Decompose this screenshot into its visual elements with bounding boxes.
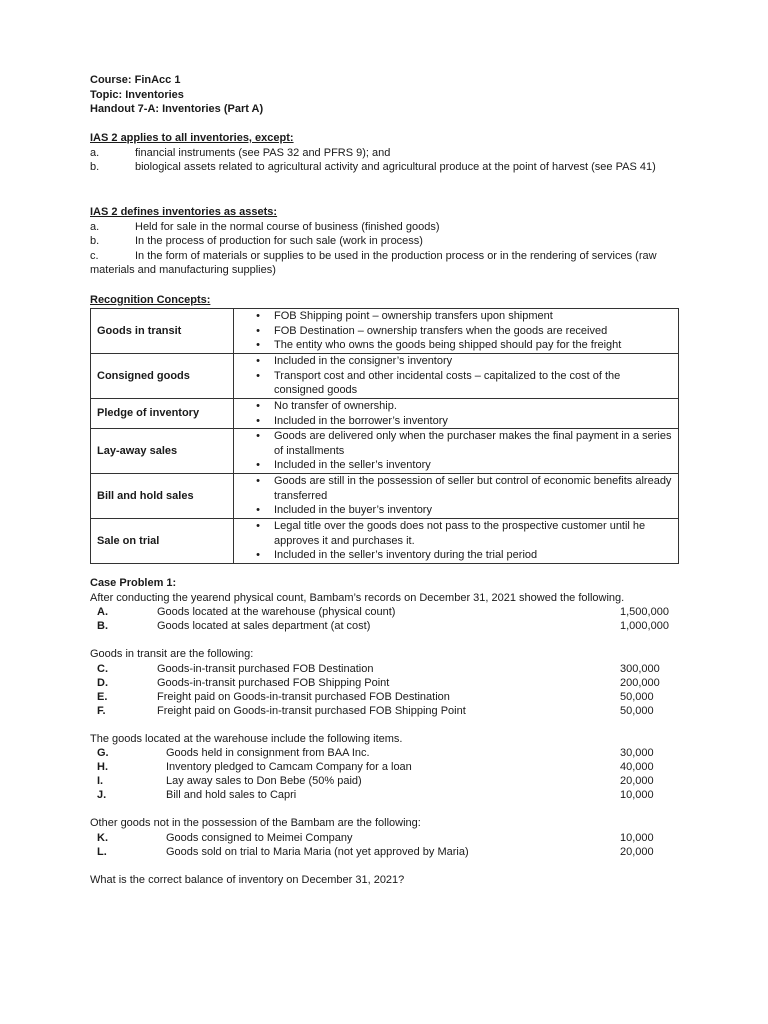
transit-title: Goods in transit are the following: xyxy=(90,648,254,661)
case-question: What is the correct balance of inventory on December 31, 2021? xyxy=(90,873,405,886)
list-item xyxy=(90,662,680,676)
item-text: In the process of production for such sale (work in process) xyxy=(135,235,423,248)
list-item xyxy=(90,845,680,859)
warehouse-title: The goods located at the warehouse include the following items. xyxy=(90,732,403,745)
item-amount: 20,000 xyxy=(620,845,654,858)
item-text: In the form of materials or supplies to be used in the production process or in the rendering of services (raw materials and manufacturing supplies) xyxy=(90,249,657,277)
category-cell: Pledge of inventory xyxy=(91,399,234,429)
bullet-icon: • xyxy=(256,430,260,443)
list-item xyxy=(90,676,680,690)
case-problem xyxy=(90,576,680,888)
category-cell: Consigned goods xyxy=(91,354,234,399)
item-text: Goods consigned to Meimei Company xyxy=(166,831,353,844)
list-item xyxy=(90,746,680,760)
item-text: Freight paid on Goods-in-transit purchased FOB Destination xyxy=(157,690,450,703)
bullet-item xyxy=(234,354,672,369)
bullet-icon: • xyxy=(256,414,260,427)
item-amount: 200,000 xyxy=(620,676,660,689)
table-row xyxy=(91,354,679,399)
bullet-text: The entity who owns the goods being shipped should pay for the freight xyxy=(274,339,622,352)
definition-title: IAS 2 defines inventories as assets: xyxy=(90,206,278,218)
bullet-item xyxy=(234,458,672,473)
bullet-icon: • xyxy=(256,324,260,337)
item-text: Goods-in-transit purchased FOB Shipping Point xyxy=(157,676,390,689)
bullet-item xyxy=(234,338,672,353)
bullet-text: FOB Destination – ownership transfers when the goods are received xyxy=(274,324,608,337)
category-cell: Sale on trial xyxy=(91,519,234,564)
item-letter: G. xyxy=(97,747,109,760)
recognition-table xyxy=(90,308,679,564)
table-row xyxy=(91,474,679,519)
bullet-icon: • xyxy=(256,549,260,562)
case-group-3 xyxy=(90,746,680,802)
bullet-text: Included in the borrower’s inventory xyxy=(274,414,448,427)
bullet-item xyxy=(234,399,672,414)
case-intro: After conducting the yearend physical count, Bambam’s records on December 31, 2021 showed the following. xyxy=(90,591,625,604)
case-group-1 xyxy=(90,605,680,633)
item-amount: 50,000 xyxy=(620,704,654,717)
bullet-text: Legal title over the goods does not pass to the prospective customer until he approves it and purchases it. xyxy=(274,520,646,547)
bullet-icon: • xyxy=(256,310,260,323)
item-letter: B. xyxy=(97,620,108,633)
bullet-item xyxy=(234,324,672,339)
bullet-icon: • xyxy=(256,475,260,488)
item-text: Goods sold on trial to Maria Maria (not yet approved by Maria) xyxy=(166,845,469,858)
item-text: financial instruments (see PAS 32 and PFRS 9); and xyxy=(135,146,391,159)
item-letter: b. xyxy=(90,235,100,248)
bullet-text: Included in the seller’s inventory during the trial period xyxy=(274,549,538,562)
exceptions-section xyxy=(90,131,680,175)
item-letter: F. xyxy=(97,704,106,717)
item-amount: 1,000,000 xyxy=(620,620,669,633)
item-text: Freight paid on Goods-in-transit purchased FOB Shipping Point xyxy=(157,704,466,717)
list-item xyxy=(90,619,680,633)
bullet-item xyxy=(234,474,672,503)
course-line: Course: FinAcc 1 xyxy=(90,74,181,86)
bullet-icon: • xyxy=(256,504,260,517)
bullet-icon: • xyxy=(256,339,260,352)
list-item xyxy=(90,788,680,802)
item-letter: H. xyxy=(97,761,108,774)
item-amount: 10,000 xyxy=(620,831,654,844)
item-text: Lay away sales to Don Bebe (50% paid) xyxy=(166,775,362,788)
item-letter: J. xyxy=(97,789,107,802)
item-letter: I. xyxy=(97,775,104,788)
item-letter: c. xyxy=(90,249,99,262)
description-cell xyxy=(234,474,679,519)
list-item xyxy=(90,760,680,774)
description-cell xyxy=(234,309,679,354)
bullet-item xyxy=(234,548,672,563)
bullet-icon: • xyxy=(256,400,260,412)
category-cell: Goods in transit xyxy=(91,309,234,354)
list-item xyxy=(90,220,680,235)
item-text: Goods located at sales department (at cost) xyxy=(157,620,371,633)
exceptions-title: IAS 2 applies to all inventories, except: xyxy=(90,132,294,144)
item-text: Held for sale in the normal course of business (finished goods) xyxy=(135,220,440,233)
description-cell xyxy=(234,519,679,564)
case-title: Case Problem 1: xyxy=(90,577,177,589)
bullet-icon: • xyxy=(256,355,260,368)
item-amount: 300,000 xyxy=(620,662,660,675)
item-text: Bill and hold sales to Capri xyxy=(166,789,297,802)
category-cell: Bill and hold sales xyxy=(91,474,234,519)
recognition-title xyxy=(90,293,680,308)
item-letter: D. xyxy=(97,676,108,689)
bullet-icon: • xyxy=(256,520,260,533)
item-letter: C. xyxy=(97,662,108,675)
list-item xyxy=(90,234,680,249)
handout-title: Handout 7-A: Inventories (Part A) xyxy=(90,103,264,116)
bullet-text: No transfer of ownership. xyxy=(274,400,397,412)
bullet-item xyxy=(234,519,672,548)
table-row xyxy=(91,519,679,564)
item-amount: 40,000 xyxy=(620,761,654,774)
bullet-item xyxy=(234,429,672,458)
list-item xyxy=(90,831,680,845)
list-item xyxy=(90,160,680,175)
bullet-icon: • xyxy=(256,369,260,382)
item-letter: a. xyxy=(90,146,100,159)
description-cell xyxy=(234,354,679,399)
description-cell xyxy=(234,429,679,474)
item-letter: a. xyxy=(90,220,100,233)
case-group-2 xyxy=(90,662,680,718)
item-text: Goods-in-transit purchased FOB Destination xyxy=(157,662,374,675)
table-row xyxy=(91,429,679,474)
item-text: Goods located at the warehouse (physical count) xyxy=(157,606,396,619)
item-text: Goods held in consignment from BAA Inc. xyxy=(166,747,370,760)
item-letter: A. xyxy=(97,606,108,619)
list-item xyxy=(90,774,680,788)
item-text: biological assets related to agricultural activity and agricultural produce at the point of harvest (see PAS 41) xyxy=(135,161,656,174)
item-text: Inventory pledged to Camcam Company for a loan xyxy=(166,761,412,774)
bullet-item xyxy=(234,369,672,398)
bullet-icon: • xyxy=(256,459,260,472)
list-item xyxy=(90,605,680,619)
list-item xyxy=(90,249,680,278)
list-item xyxy=(90,146,680,161)
item-amount: 10,000 xyxy=(620,789,654,802)
bullet-text: Goods are still in the possession of seller but control of economic benefits already transferred xyxy=(274,475,672,502)
other-title: Other goods not in the possession of the Bambam are the following: xyxy=(90,817,421,830)
bullet-item xyxy=(234,309,672,324)
recognition-title-text: Recognition Concepts: xyxy=(90,294,211,306)
bullet-text: Included in the seller’s inventory xyxy=(274,459,431,472)
item-amount: 30,000 xyxy=(620,747,654,760)
bullet-text: Included in the buyer’s inventory xyxy=(274,504,432,517)
list-item xyxy=(90,704,680,718)
item-amount: 50,000 xyxy=(620,690,654,703)
definition-section xyxy=(90,205,680,278)
bullet-text: Transport cost and other incidental costs – capitalized to the cost of the consigned goods xyxy=(274,369,621,397)
category-cell: Lay-away sales xyxy=(91,429,234,474)
case-group-4 xyxy=(90,831,680,859)
bullet-text: Included in the consigner’s inventory xyxy=(274,355,453,368)
item-letter: E. xyxy=(97,690,108,703)
item-letter: K. xyxy=(97,831,108,844)
bullet-item xyxy=(234,414,672,429)
bullet-text: Goods are delivered only when the purchaser makes the final payment in a series of installments xyxy=(274,430,672,457)
topic-line: Topic: Inventories xyxy=(90,88,184,101)
item-letter: b. xyxy=(90,161,100,174)
table-row xyxy=(91,309,679,354)
item-letter: L. xyxy=(97,845,107,858)
description-cell xyxy=(234,399,679,429)
item-amount: 20,000 xyxy=(620,775,654,788)
table-row xyxy=(91,399,679,429)
item-amount: 1,500,000 xyxy=(620,606,669,619)
list-item xyxy=(90,690,680,704)
bullet-text: FOB Shipping point – ownership transfers upon shipment xyxy=(274,310,553,323)
header xyxy=(90,73,680,117)
bullet-item xyxy=(234,503,672,518)
